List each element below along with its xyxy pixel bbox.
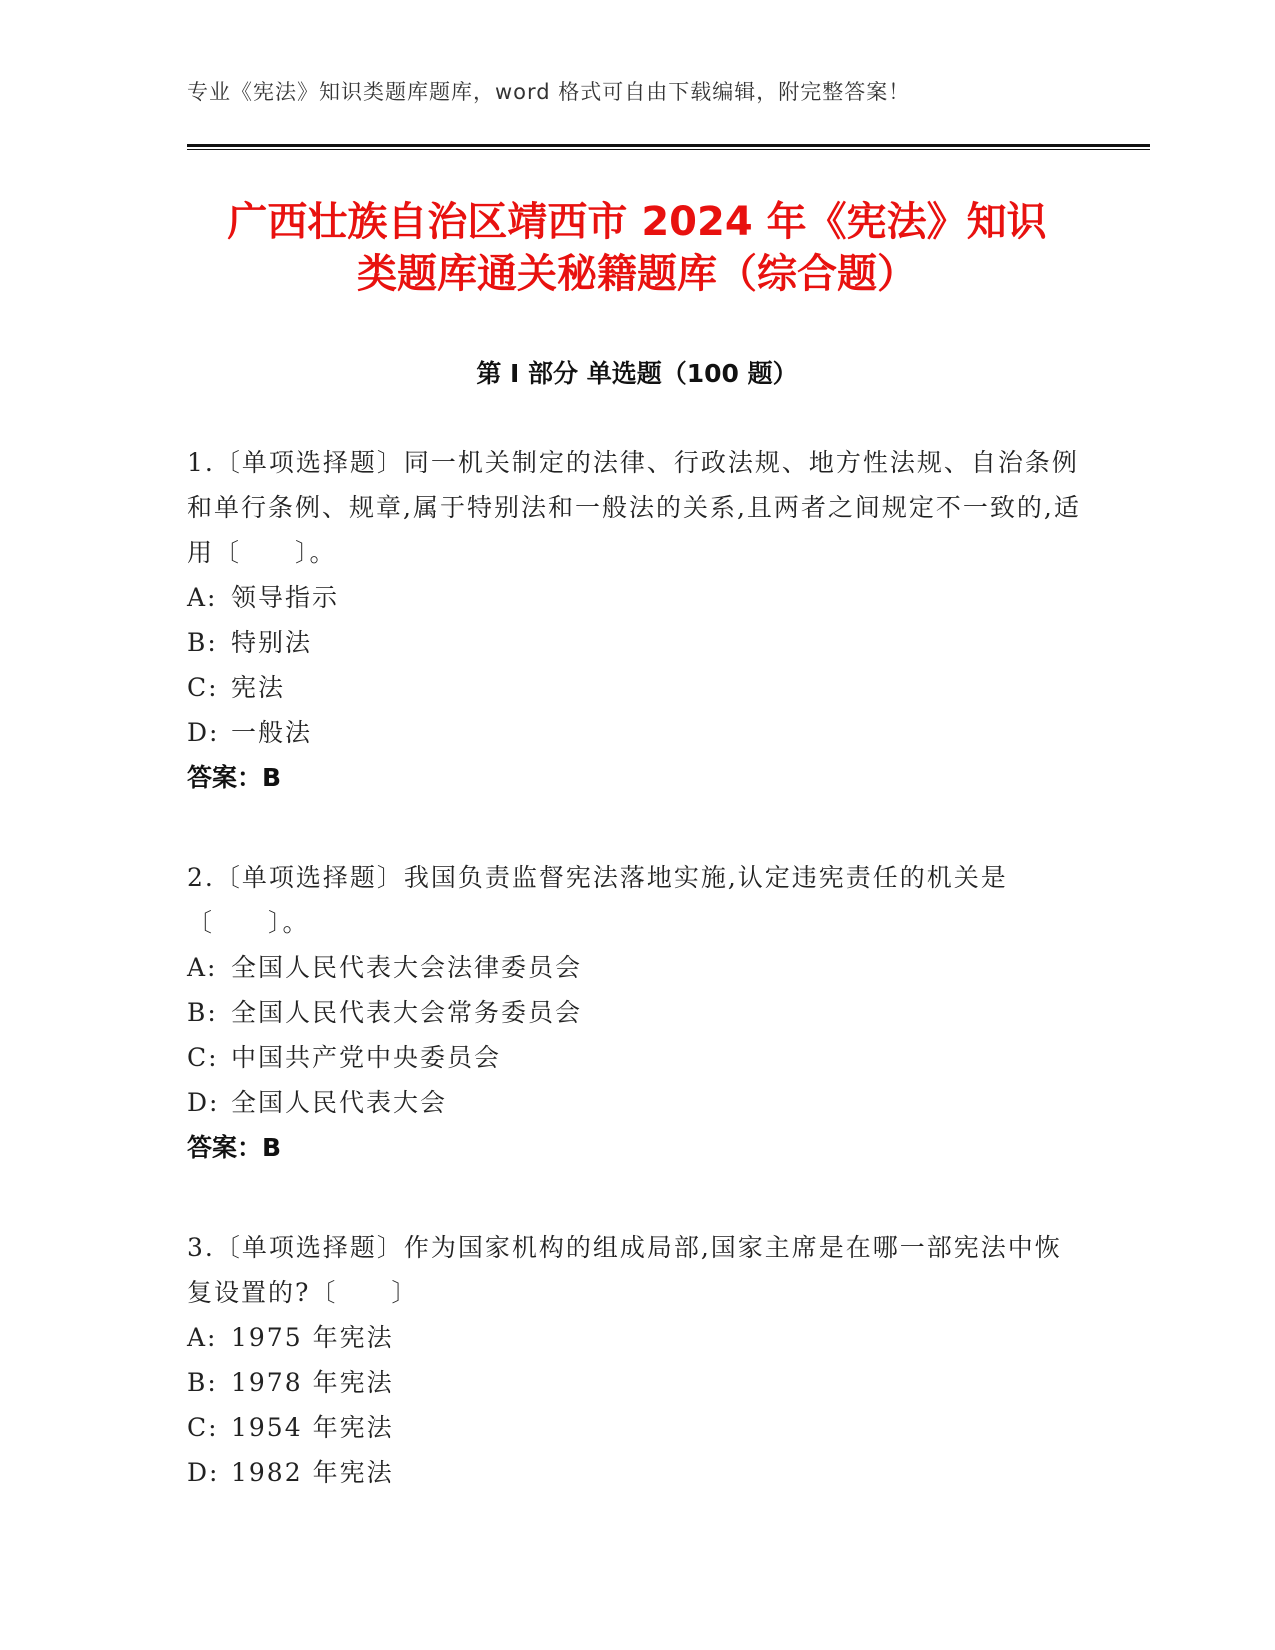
option-text: 全国人民代表大会法律委员会	[231, 953, 583, 982]
option-text: 中国共产党中央委员会	[231, 1043, 502, 1072]
option-text: 特别法	[231, 628, 313, 657]
question-stem: 2.〔单项选择题〕我国负责监督宪法落地实施,认定违宪责任的机关是〔 〕。	[187, 863, 1008, 937]
question-stem: 3.〔单项选择题〕作为国家机构的组成局部,国家主席是在哪一部宪法中恢复设置的?〔 〕	[187, 1233, 1062, 1307]
document-title	[187, 196, 1087, 300]
question-3	[187, 1225, 1087, 1495]
option-key: D:	[187, 718, 220, 747]
option-d	[187, 1450, 1087, 1495]
option-key: C:	[187, 1413, 219, 1442]
option-key: B:	[187, 628, 218, 657]
question-list	[187, 440, 1087, 1550]
option-text: 1978 年宪法	[231, 1368, 394, 1397]
answer-line: 答案：B	[187, 763, 282, 792]
answer-line: 答案：B	[187, 1133, 282, 1162]
option-key: D:	[187, 1458, 220, 1487]
option-key: C:	[187, 1043, 219, 1072]
option-text: 1975 年宪法	[231, 1323, 394, 1352]
option-d	[187, 710, 1087, 755]
option-a	[187, 945, 1087, 990]
option-c	[187, 1035, 1087, 1080]
section-title: 第 I 部分 单选题（100 题）	[476, 359, 798, 388]
option-text: 宪法	[231, 673, 286, 702]
option-b	[187, 990, 1087, 1035]
header-divider	[187, 144, 1150, 150]
option-key: A:	[187, 1323, 218, 1352]
option-text: 1954 年宪法	[231, 1413, 394, 1442]
option-d	[187, 1080, 1087, 1125]
option-text: 1982 年宪法	[231, 1458, 394, 1487]
option-text: 领导指示	[231, 583, 340, 612]
header-note: 专业《宪法》知识类题库题库，word 格式可自由下载编辑，附完整答案！	[187, 80, 911, 104]
option-c	[187, 1405, 1087, 1450]
option-text: 全国人民代表大会常务委员会	[231, 998, 583, 1027]
option-key: C:	[187, 673, 219, 702]
question-1	[187, 440, 1087, 800]
option-key: B:	[187, 998, 218, 1027]
option-a	[187, 1315, 1087, 1360]
option-text: 全国人民代表大会	[231, 1088, 448, 1117]
option-c	[187, 665, 1087, 710]
question-2	[187, 855, 1087, 1170]
option-b	[187, 620, 1087, 665]
option-b	[187, 1360, 1087, 1405]
option-key: A:	[187, 953, 218, 982]
option-key: A:	[187, 583, 218, 612]
title-line-2: 类题库通关秘籍题库（综合题）	[357, 251, 917, 297]
question-stem: 1.〔单项选择题〕同一机关制定的法律、行政法规、地方性法规、自治条例和单行条例、规章,属于特别法和一般法的关系,且两者之间规定不一致的,适用〔 〕。	[187, 448, 1081, 567]
option-a	[187, 575, 1087, 620]
option-key: D:	[187, 1088, 220, 1117]
option-key: B:	[187, 1368, 218, 1397]
option-text: 一般法	[231, 718, 313, 747]
title-line-1: 广西壮族自治区靖西市 2024 年《宪法》知识	[227, 199, 1047, 245]
